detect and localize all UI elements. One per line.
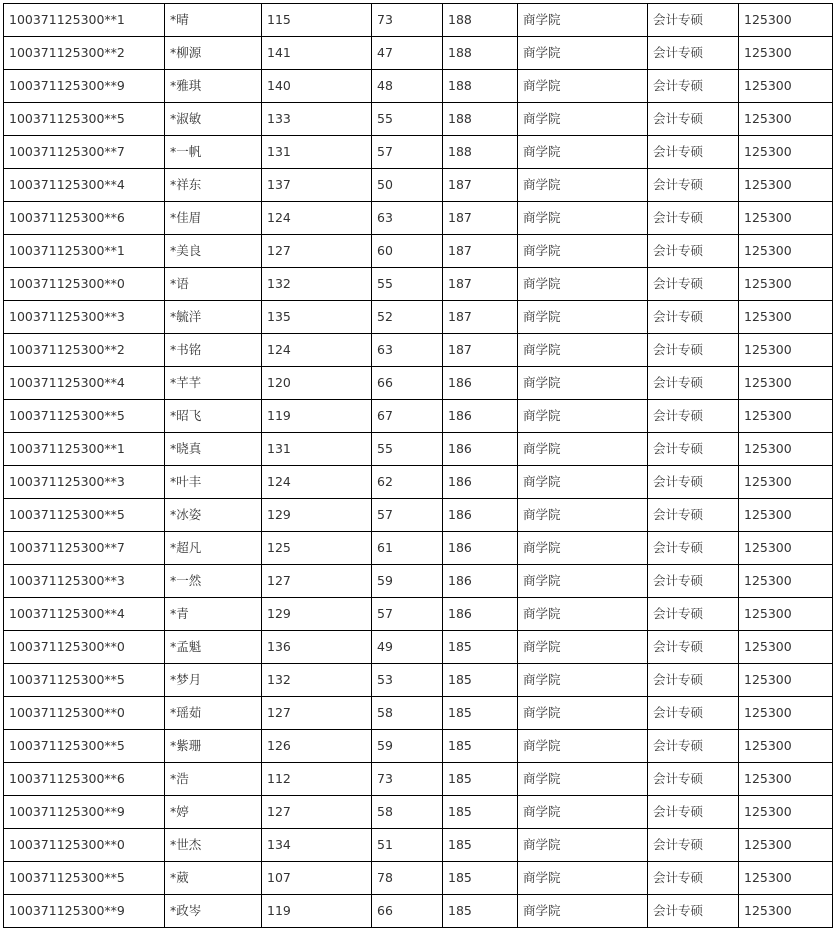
name-cell: *葳 bbox=[165, 862, 262, 895]
name-cell: *书铭 bbox=[165, 334, 262, 367]
score-1-cell: 127 bbox=[262, 235, 372, 268]
college-cell: 商学院 bbox=[518, 4, 648, 37]
college-cell: 商学院 bbox=[518, 763, 648, 796]
score-2-cell: 48 bbox=[372, 70, 443, 103]
total-score-cell: 185 bbox=[443, 829, 518, 862]
major-cell: 会计专硕 bbox=[648, 37, 739, 70]
table-row bbox=[4, 433, 833, 466]
name-cell: *毓洋 bbox=[165, 301, 262, 334]
name-cell: *柳源 bbox=[165, 37, 262, 70]
exam-id-cell: 100371125300**5 bbox=[4, 664, 165, 697]
major-cell: 会计专硕 bbox=[648, 499, 739, 532]
score-1-cell: 135 bbox=[262, 301, 372, 334]
college-cell: 商学院 bbox=[518, 400, 648, 433]
college-cell: 商学院 bbox=[518, 103, 648, 136]
score-2-cell: 63 bbox=[372, 202, 443, 235]
table-row bbox=[4, 334, 833, 367]
score-2-cell: 73 bbox=[372, 763, 443, 796]
exam-id-cell: 100371125300**7 bbox=[4, 136, 165, 169]
score-table bbox=[3, 3, 833, 928]
major-code-cell: 125300 bbox=[739, 202, 833, 235]
exam-id-cell: 100371125300**5 bbox=[4, 103, 165, 136]
major-cell: 会计专硕 bbox=[648, 862, 739, 895]
total-score-cell: 188 bbox=[443, 70, 518, 103]
name-cell: *雅琪 bbox=[165, 70, 262, 103]
table-row bbox=[4, 400, 833, 433]
score-1-cell: 126 bbox=[262, 730, 372, 763]
major-cell: 会计专硕 bbox=[648, 565, 739, 598]
score-2-cell: 73 bbox=[372, 4, 443, 37]
score-2-cell: 57 bbox=[372, 499, 443, 532]
table-row bbox=[4, 70, 833, 103]
total-score-cell: 185 bbox=[443, 763, 518, 796]
major-code-cell: 125300 bbox=[739, 862, 833, 895]
score-1-cell: 131 bbox=[262, 136, 372, 169]
table-row bbox=[4, 598, 833, 631]
score-2-cell: 55 bbox=[372, 103, 443, 136]
score-2-cell: 51 bbox=[372, 829, 443, 862]
score-1-cell: 120 bbox=[262, 367, 372, 400]
table-row bbox=[4, 730, 833, 763]
table-row bbox=[4, 862, 833, 895]
score-2-cell: 55 bbox=[372, 433, 443, 466]
major-cell: 会计专硕 bbox=[648, 796, 739, 829]
major-code-cell: 125300 bbox=[739, 631, 833, 664]
major-code-cell: 125300 bbox=[739, 268, 833, 301]
table-row bbox=[4, 565, 833, 598]
name-cell: *叶丰 bbox=[165, 466, 262, 499]
exam-id-cell: 100371125300**0 bbox=[4, 697, 165, 730]
table-row bbox=[4, 829, 833, 862]
score-1-cell: 115 bbox=[262, 4, 372, 37]
score-2-cell: 52 bbox=[372, 301, 443, 334]
table-row bbox=[4, 202, 833, 235]
major-code-cell: 125300 bbox=[739, 301, 833, 334]
college-cell: 商学院 bbox=[518, 235, 648, 268]
major-code-cell: 125300 bbox=[739, 697, 833, 730]
score-1-cell: 127 bbox=[262, 565, 372, 598]
score-1-cell: 127 bbox=[262, 697, 372, 730]
college-cell: 商学院 bbox=[518, 202, 648, 235]
score-2-cell: 49 bbox=[372, 631, 443, 664]
name-cell: *冰姿 bbox=[165, 499, 262, 532]
score-2-cell: 61 bbox=[372, 532, 443, 565]
college-cell: 商学院 bbox=[518, 862, 648, 895]
major-cell: 会计专硕 bbox=[648, 202, 739, 235]
exam-id-cell: 100371125300**7 bbox=[4, 532, 165, 565]
major-code-cell: 125300 bbox=[739, 433, 833, 466]
table-row bbox=[4, 664, 833, 697]
score-1-cell: 129 bbox=[262, 598, 372, 631]
college-cell: 商学院 bbox=[518, 664, 648, 697]
exam-id-cell: 100371125300**3 bbox=[4, 466, 165, 499]
major-code-cell: 125300 bbox=[739, 4, 833, 37]
major-code-cell: 125300 bbox=[739, 730, 833, 763]
major-cell: 会计专硕 bbox=[648, 433, 739, 466]
name-cell: *淑敏 bbox=[165, 103, 262, 136]
college-cell: 商学院 bbox=[518, 565, 648, 598]
exam-id-cell: 100371125300**5 bbox=[4, 499, 165, 532]
score-2-cell: 78 bbox=[372, 862, 443, 895]
college-cell: 商学院 bbox=[518, 169, 648, 202]
name-cell: *梦月 bbox=[165, 664, 262, 697]
name-cell: *孟魁 bbox=[165, 631, 262, 664]
major-cell: 会计专硕 bbox=[648, 334, 739, 367]
total-score-cell: 187 bbox=[443, 169, 518, 202]
score-2-cell: 63 bbox=[372, 334, 443, 367]
major-code-cell: 125300 bbox=[739, 829, 833, 862]
score-2-cell: 53 bbox=[372, 664, 443, 697]
major-cell: 会计专硕 bbox=[648, 664, 739, 697]
total-score-cell: 187 bbox=[443, 235, 518, 268]
score-1-cell: 132 bbox=[262, 664, 372, 697]
college-cell: 商学院 bbox=[518, 598, 648, 631]
exam-id-cell: 100371125300**1 bbox=[4, 4, 165, 37]
college-cell: 商学院 bbox=[518, 697, 648, 730]
name-cell: *紫珊 bbox=[165, 730, 262, 763]
total-score-cell: 185 bbox=[443, 730, 518, 763]
exam-id-cell: 100371125300**0 bbox=[4, 268, 165, 301]
major-cell: 会计专硕 bbox=[648, 268, 739, 301]
total-score-cell: 186 bbox=[443, 367, 518, 400]
name-cell: *语 bbox=[165, 268, 262, 301]
table-row bbox=[4, 169, 833, 202]
score-2-cell: 47 bbox=[372, 37, 443, 70]
major-cell: 会计专硕 bbox=[648, 70, 739, 103]
score-1-cell: 124 bbox=[262, 466, 372, 499]
college-cell: 商学院 bbox=[518, 895, 648, 928]
table-row bbox=[4, 532, 833, 565]
major-code-cell: 125300 bbox=[739, 532, 833, 565]
major-code-cell: 125300 bbox=[739, 499, 833, 532]
table-row bbox=[4, 367, 833, 400]
score-1-cell: 124 bbox=[262, 334, 372, 367]
score-2-cell: 59 bbox=[372, 730, 443, 763]
college-cell: 商学院 bbox=[518, 136, 648, 169]
name-cell: *超凡 bbox=[165, 532, 262, 565]
name-cell: *政岑 bbox=[165, 895, 262, 928]
table-row bbox=[4, 235, 833, 268]
score-1-cell: 136 bbox=[262, 631, 372, 664]
score-2-cell: 67 bbox=[372, 400, 443, 433]
exam-id-cell: 100371125300**9 bbox=[4, 70, 165, 103]
score-1-cell: 141 bbox=[262, 37, 372, 70]
college-cell: 商学院 bbox=[518, 730, 648, 763]
score-2-cell: 66 bbox=[372, 367, 443, 400]
score-2-cell: 57 bbox=[372, 136, 443, 169]
score-2-cell: 60 bbox=[372, 235, 443, 268]
total-score-cell: 188 bbox=[443, 136, 518, 169]
college-cell: 商学院 bbox=[518, 37, 648, 70]
major-code-cell: 125300 bbox=[739, 37, 833, 70]
table-row bbox=[4, 796, 833, 829]
college-cell: 商学院 bbox=[518, 466, 648, 499]
score-2-cell: 62 bbox=[372, 466, 443, 499]
name-cell: *祥东 bbox=[165, 169, 262, 202]
table-row bbox=[4, 136, 833, 169]
score-1-cell: 131 bbox=[262, 433, 372, 466]
exam-id-cell: 100371125300**9 bbox=[4, 796, 165, 829]
score-1-cell: 119 bbox=[262, 400, 372, 433]
major-code-cell: 125300 bbox=[739, 367, 833, 400]
exam-id-cell: 100371125300**5 bbox=[4, 730, 165, 763]
exam-id-cell: 100371125300**5 bbox=[4, 400, 165, 433]
major-cell: 会计专硕 bbox=[648, 4, 739, 37]
table-row bbox=[4, 103, 833, 136]
total-score-cell: 185 bbox=[443, 697, 518, 730]
exam-id-cell: 100371125300**3 bbox=[4, 565, 165, 598]
total-score-cell: 188 bbox=[443, 103, 518, 136]
college-cell: 商学院 bbox=[518, 829, 648, 862]
score-1-cell: 112 bbox=[262, 763, 372, 796]
name-cell: *晓真 bbox=[165, 433, 262, 466]
college-cell: 商学院 bbox=[518, 499, 648, 532]
major-cell: 会计专硕 bbox=[648, 400, 739, 433]
score-2-cell: 58 bbox=[372, 796, 443, 829]
table-row bbox=[4, 301, 833, 334]
exam-id-cell: 100371125300**6 bbox=[4, 763, 165, 796]
major-code-cell: 125300 bbox=[739, 70, 833, 103]
major-code-cell: 125300 bbox=[739, 664, 833, 697]
exam-id-cell: 100371125300**5 bbox=[4, 862, 165, 895]
major-cell: 会计专硕 bbox=[648, 631, 739, 664]
total-score-cell: 186 bbox=[443, 466, 518, 499]
score-2-cell: 59 bbox=[372, 565, 443, 598]
major-cell: 会计专硕 bbox=[648, 895, 739, 928]
table-body bbox=[4, 4, 833, 928]
total-score-cell: 185 bbox=[443, 631, 518, 664]
major-cell: 会计专硕 bbox=[648, 169, 739, 202]
total-score-cell: 186 bbox=[443, 433, 518, 466]
major-cell: 会计专硕 bbox=[648, 763, 739, 796]
name-cell: *一然 bbox=[165, 565, 262, 598]
score-1-cell: 140 bbox=[262, 70, 372, 103]
score-1-cell: 124 bbox=[262, 202, 372, 235]
table-row bbox=[4, 499, 833, 532]
college-cell: 商学院 bbox=[518, 532, 648, 565]
table-row bbox=[4, 895, 833, 928]
major-cell: 会计专硕 bbox=[648, 301, 739, 334]
total-score-cell: 186 bbox=[443, 565, 518, 598]
major-code-cell: 125300 bbox=[739, 598, 833, 631]
total-score-cell: 185 bbox=[443, 796, 518, 829]
name-cell: *婷 bbox=[165, 796, 262, 829]
major-code-cell: 125300 bbox=[739, 235, 833, 268]
exam-id-cell: 100371125300**4 bbox=[4, 169, 165, 202]
college-cell: 商学院 bbox=[518, 433, 648, 466]
college-cell: 商学院 bbox=[518, 367, 648, 400]
exam-id-cell: 100371125300**6 bbox=[4, 202, 165, 235]
total-score-cell: 186 bbox=[443, 400, 518, 433]
major-code-cell: 125300 bbox=[739, 136, 833, 169]
major-code-cell: 125300 bbox=[739, 796, 833, 829]
college-cell: 商学院 bbox=[518, 301, 648, 334]
total-score-cell: 185 bbox=[443, 895, 518, 928]
total-score-cell: 188 bbox=[443, 4, 518, 37]
name-cell: *美良 bbox=[165, 235, 262, 268]
score-1-cell: 119 bbox=[262, 895, 372, 928]
name-cell: *一帆 bbox=[165, 136, 262, 169]
table-row bbox=[4, 37, 833, 70]
score-1-cell: 125 bbox=[262, 532, 372, 565]
total-score-cell: 188 bbox=[443, 37, 518, 70]
score-2-cell: 57 bbox=[372, 598, 443, 631]
exam-id-cell: 100371125300**4 bbox=[4, 367, 165, 400]
major-code-cell: 125300 bbox=[739, 565, 833, 598]
major-code-cell: 125300 bbox=[739, 103, 833, 136]
score-1-cell: 132 bbox=[262, 268, 372, 301]
major-cell: 会计专硕 bbox=[648, 829, 739, 862]
major-code-cell: 125300 bbox=[739, 169, 833, 202]
exam-id-cell: 100371125300**1 bbox=[4, 235, 165, 268]
total-score-cell: 186 bbox=[443, 499, 518, 532]
major-code-cell: 125300 bbox=[739, 895, 833, 928]
major-cell: 会计专硕 bbox=[648, 235, 739, 268]
college-cell: 商学院 bbox=[518, 631, 648, 664]
total-score-cell: 187 bbox=[443, 202, 518, 235]
total-score-cell: 186 bbox=[443, 598, 518, 631]
score-2-cell: 50 bbox=[372, 169, 443, 202]
college-cell: 商学院 bbox=[518, 268, 648, 301]
score-1-cell: 107 bbox=[262, 862, 372, 895]
exam-id-cell: 100371125300**0 bbox=[4, 631, 165, 664]
college-cell: 商学院 bbox=[518, 334, 648, 367]
name-cell: *晴 bbox=[165, 4, 262, 37]
name-cell: *瑶茹 bbox=[165, 697, 262, 730]
exam-id-cell: 100371125300**0 bbox=[4, 829, 165, 862]
exam-id-cell: 100371125300**9 bbox=[4, 895, 165, 928]
name-cell: *芊芊 bbox=[165, 367, 262, 400]
score-1-cell: 134 bbox=[262, 829, 372, 862]
table-row bbox=[4, 763, 833, 796]
exam-id-cell: 100371125300**4 bbox=[4, 598, 165, 631]
table-row bbox=[4, 268, 833, 301]
table-row bbox=[4, 4, 833, 37]
score-1-cell: 137 bbox=[262, 169, 372, 202]
name-cell: *佳眉 bbox=[165, 202, 262, 235]
major-cell: 会计专硕 bbox=[648, 730, 739, 763]
major-cell: 会计专硕 bbox=[648, 598, 739, 631]
score-2-cell: 58 bbox=[372, 697, 443, 730]
major-cell: 会计专硕 bbox=[648, 103, 739, 136]
total-score-cell: 185 bbox=[443, 664, 518, 697]
major-cell: 会计专硕 bbox=[648, 466, 739, 499]
exam-id-cell: 100371125300**1 bbox=[4, 433, 165, 466]
major-cell: 会计专硕 bbox=[648, 136, 739, 169]
total-score-cell: 187 bbox=[443, 301, 518, 334]
table-row bbox=[4, 697, 833, 730]
total-score-cell: 185 bbox=[443, 862, 518, 895]
major-code-cell: 125300 bbox=[739, 334, 833, 367]
major-cell: 会计专硕 bbox=[648, 367, 739, 400]
college-cell: 商学院 bbox=[518, 796, 648, 829]
exam-id-cell: 100371125300**3 bbox=[4, 301, 165, 334]
score-2-cell: 66 bbox=[372, 895, 443, 928]
total-score-cell: 187 bbox=[443, 268, 518, 301]
exam-id-cell: 100371125300**2 bbox=[4, 37, 165, 70]
major-code-cell: 125300 bbox=[739, 763, 833, 796]
table-row bbox=[4, 466, 833, 499]
score-1-cell: 129 bbox=[262, 499, 372, 532]
name-cell: *浩 bbox=[165, 763, 262, 796]
exam-id-cell: 100371125300**2 bbox=[4, 334, 165, 367]
name-cell: *青 bbox=[165, 598, 262, 631]
table-row bbox=[4, 631, 833, 664]
college-cell: 商学院 bbox=[518, 70, 648, 103]
score-1-cell: 133 bbox=[262, 103, 372, 136]
name-cell: *昭飞 bbox=[165, 400, 262, 433]
score-1-cell: 127 bbox=[262, 796, 372, 829]
total-score-cell: 186 bbox=[443, 532, 518, 565]
major-code-cell: 125300 bbox=[739, 466, 833, 499]
major-code-cell: 125300 bbox=[739, 400, 833, 433]
major-cell: 会计专硕 bbox=[648, 697, 739, 730]
name-cell: *世杰 bbox=[165, 829, 262, 862]
major-cell: 会计专硕 bbox=[648, 532, 739, 565]
total-score-cell: 187 bbox=[443, 334, 518, 367]
score-2-cell: 55 bbox=[372, 268, 443, 301]
